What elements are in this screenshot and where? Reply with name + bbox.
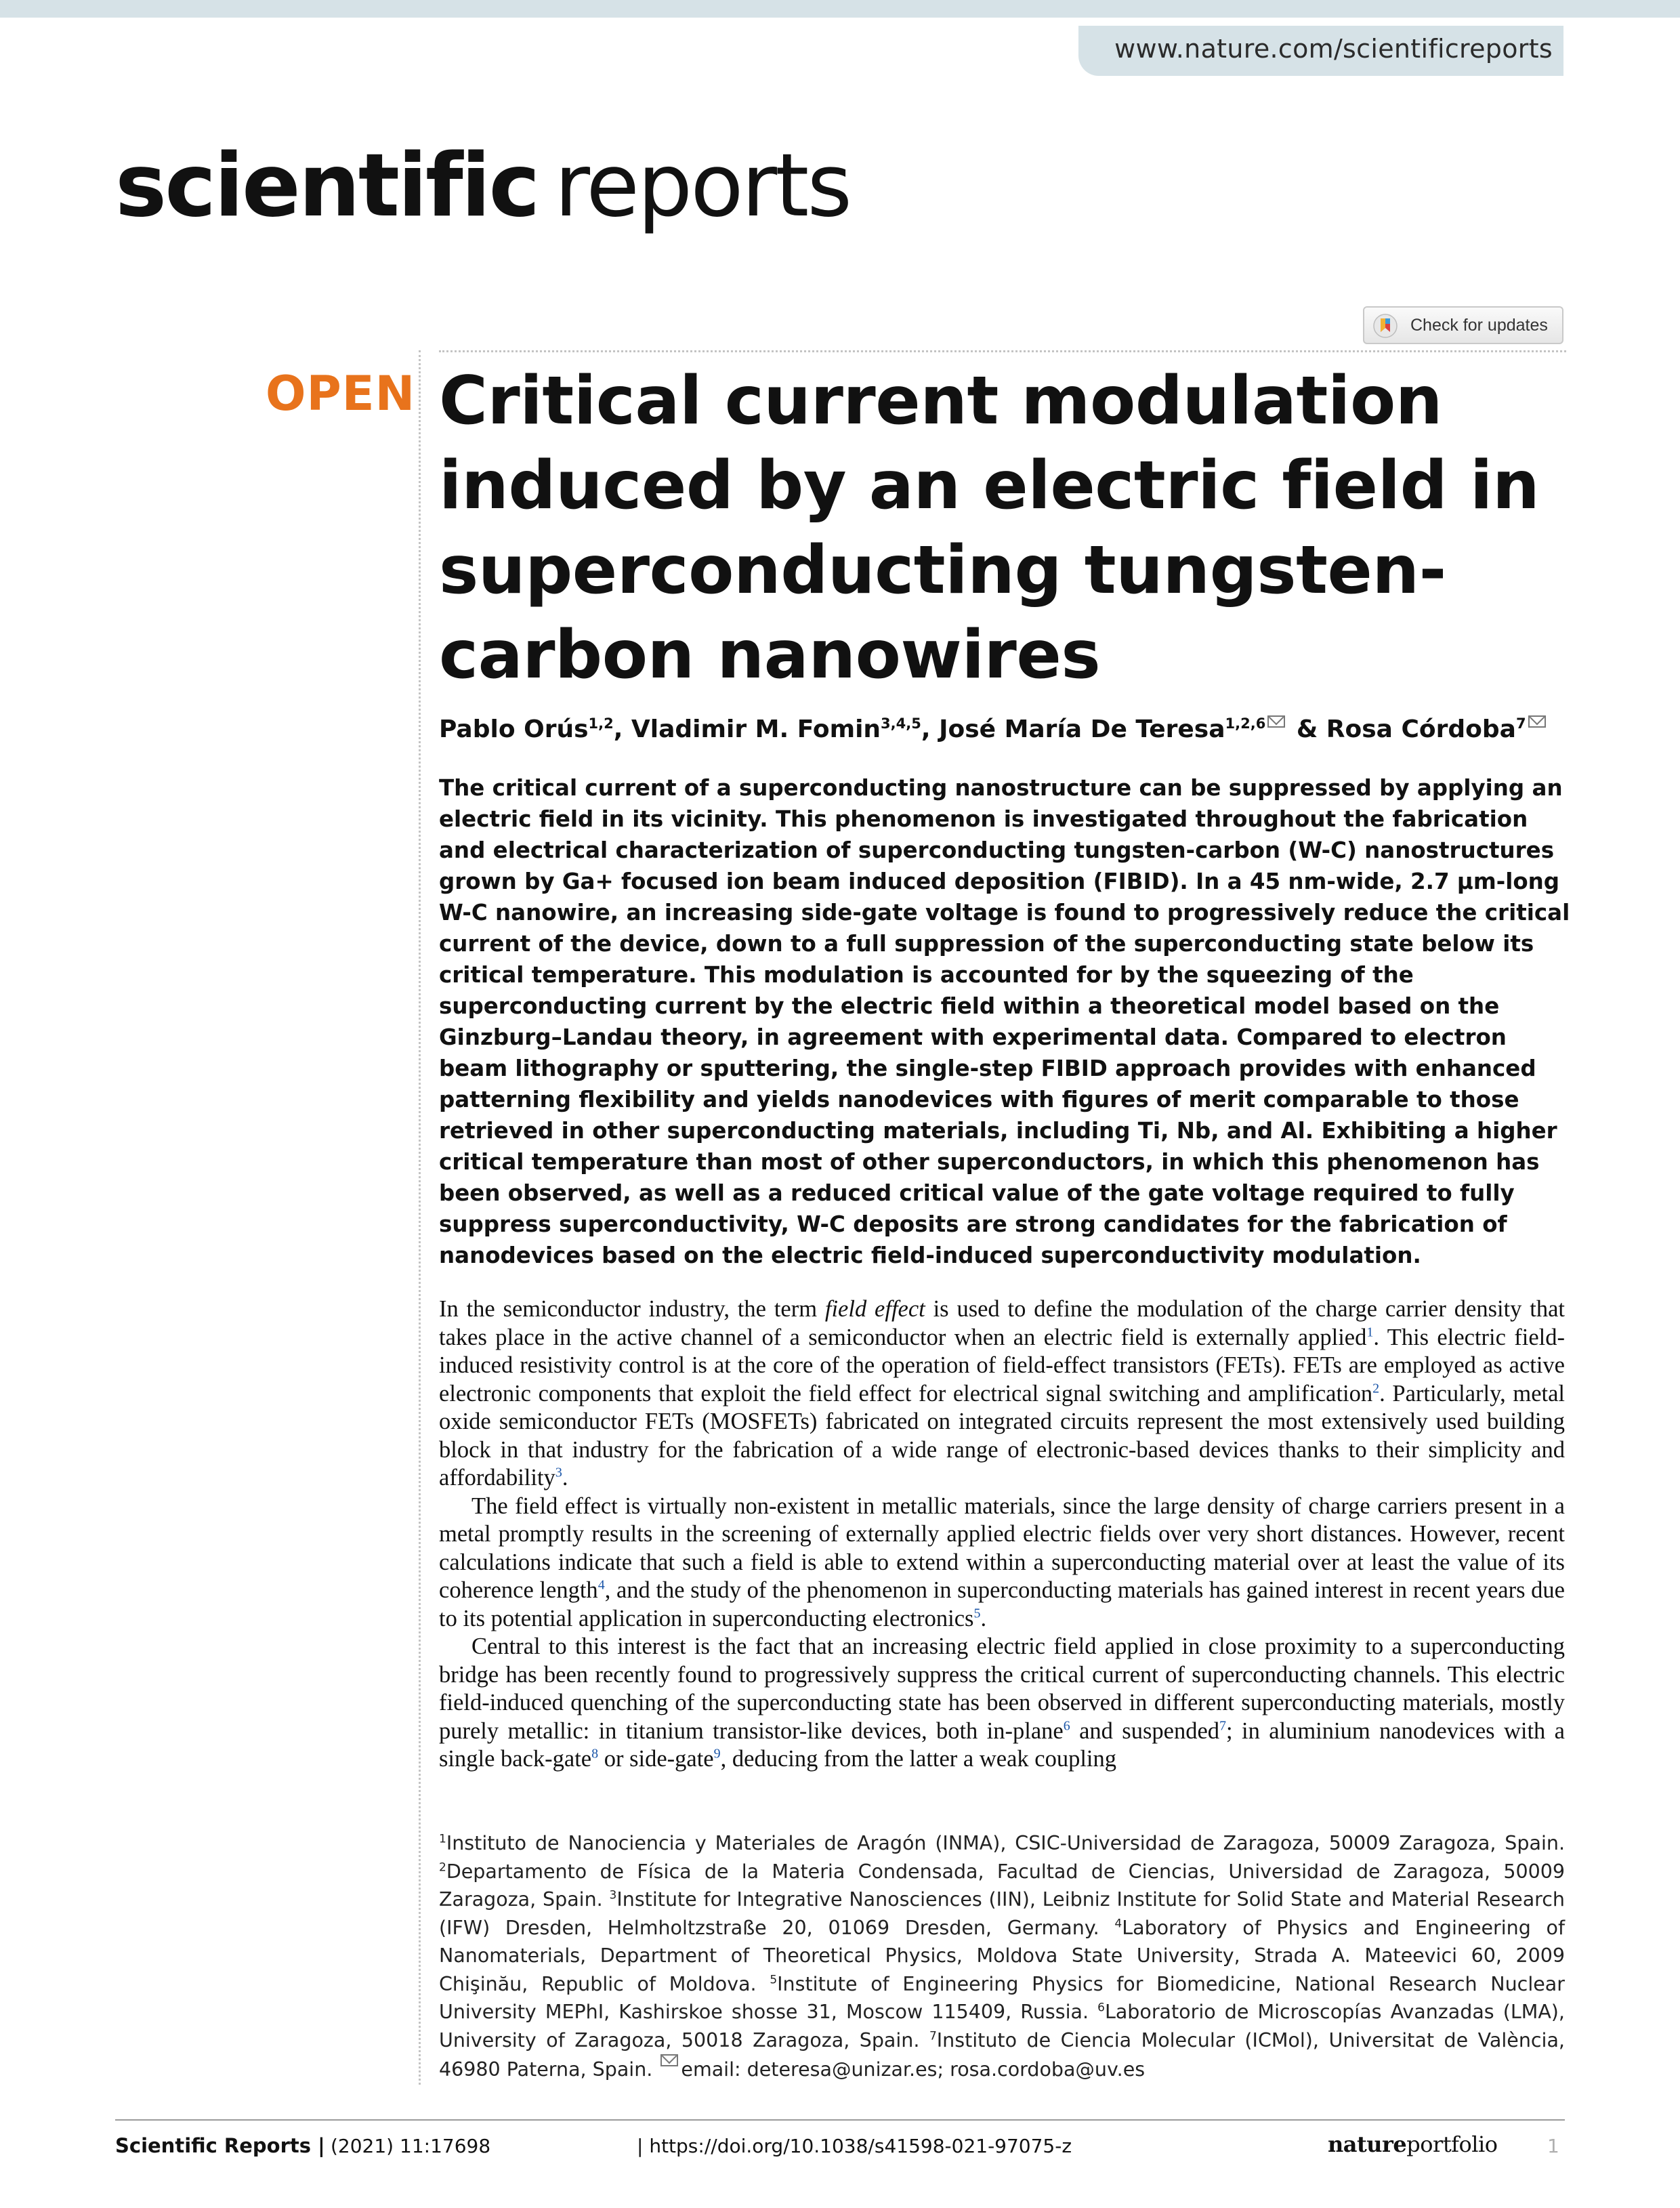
- email-icon[interactable]: [1267, 715, 1285, 728]
- reference-link[interactable]: 9: [713, 1746, 721, 1762]
- affiliation-text: Instituto de Ciencia Molecular (ICMol), Universitat de València, 46980 Paterna, Spain.: [439, 2028, 1565, 2081]
- author-name[interactable]: Pablo Orús: [439, 715, 589, 743]
- author-affiliation: 3,4,5: [881, 715, 921, 732]
- top-bar: [0, 0, 1680, 18]
- body-text: , and the study of the phenomenon in superconducting materials has gained interest in recent years due to its potential application in superconducting electronics: [439, 1577, 1565, 1631]
- crossmark-icon: [1372, 313, 1398, 339]
- affiliation-number: 3: [609, 1888, 617, 1902]
- body-text: Central to this interest is the fact that an increasing electric field applied in close proximity to a superconducting bridge has been recently found to progressively suppress the critical current of superconducting channels. This electric field-induced quenching of the superconducting state has been observed in different superconducting materials, mostly purely metallic: in titanium transistor-like devices, both in-plane: [439, 1633, 1565, 1744]
- affiliation-text: Laboratory of Physics and Engineering of Nanomaterials, Department of Theoretical Physics, Moldova State University, Strada A. Mateevici 60, 2009 Chişinău, Republic of Moldova.: [439, 1916, 1565, 1995]
- body-paragraph: [439, 1295, 1565, 1493]
- affiliation-text: Institute for Integrative Nanosciences (IIN), Leibniz Institute for Solid State and Material Research (IFW) Dresden, Helmholtzstraße 20, 01069 Dresden, Germany.: [439, 1888, 1565, 1939]
- reference-link[interactable]: 1: [1366, 1325, 1374, 1339]
- body-emphasis: field effect: [824, 1296, 925, 1322]
- affiliation-number: 4: [1114, 1917, 1122, 1930]
- author-name[interactable]: Vladimir M. Fomin: [631, 715, 881, 743]
- reference-link[interactable]: 8: [591, 1746, 599, 1762]
- logo-bold: scientific: [115, 136, 539, 236]
- affiliations: [439, 1829, 1565, 2084]
- body-paragraph: [439, 1493, 1565, 1633]
- author-separator: &: [1288, 715, 1326, 743]
- body-text: or side-gate: [598, 1746, 714, 1772]
- reference-link[interactable]: 5: [973, 1606, 981, 1621]
- affiliation-text: Departamento de Física de la Materia Condensada, Facultad de Ciencias, Universidad de Zaragoza, 50009 Zaragoza, Spain.: [439, 1860, 1565, 1911]
- article-title: Critical current modulation induced by an electric field in superconducting tungsten-carbon nanowires: [439, 362, 1540, 694]
- author-separator: ,: [921, 715, 940, 743]
- publisher-logo: [1328, 2131, 1498, 2157]
- body-text: . Particularly, metal oxide semiconductor FETs (MOSFETs) fabricated on integrated circuits represent the most extensively used building block in that industry for the fabrication of a wide range of electronic-based devices thanks to their simplicity and affordability: [439, 1380, 1565, 1491]
- affiliation-number: 1: [439, 1832, 446, 1846]
- journal-url[interactable]: www.nature.com/scientificreports: [1114, 34, 1553, 64]
- header-divider: [439, 350, 1566, 352]
- body-text: . This electric field-induced resistivity control is at the core of the operation of field-effect transistors (FETs). FETs are employed as active electronic components that exploit the field effect for electrical signal switching and amplification: [439, 1324, 1566, 1407]
- footer-doi-link[interactable]: | https://doi.org/10.1038/s41598-021-97075-z: [637, 2135, 1072, 2157]
- affiliation-text: Laboratorio de Microscopías Avanzadas (LMA), University of Zaragoza, 50018 Zaragoza, Spain.: [439, 2001, 1565, 2051]
- email-icon: [660, 2054, 678, 2066]
- affiliation-text: Instituto de Nanociencia y Materiales de Aragón (INMA), CSIC-Universidad de Zaragoza, 50009 Zaragoza, Spain.: [446, 1832, 1565, 1854]
- page-number: 1: [1547, 2135, 1559, 2157]
- author-affiliation: 7: [1515, 715, 1526, 732]
- open-access-label: OPEN: [266, 366, 416, 421]
- affiliation-number: 5: [770, 1973, 778, 1986]
- publisher-light: portfolio: [1406, 2131, 1498, 2157]
- email-icon[interactable]: [1528, 715, 1546, 728]
- author-affiliation: 1,2,6: [1225, 715, 1266, 732]
- column-divider: [419, 350, 421, 2085]
- body-text: ; in aluminium nanodevices with a single back-gate: [439, 1717, 1565, 1772]
- affiliation-number: 6: [1097, 2001, 1105, 2015]
- logo-light: reports: [554, 136, 850, 236]
- reference-link[interactable]: 3: [555, 1465, 562, 1480]
- body-text: The field effect is virtually non-existent in metallic materials, since the large density of charge carriers present in a metal promptly results in the screening of externally applied electric fields over very short distances. However, recent calculations indicate that such a field is able to extend within a superconducting material over at least the value of its coherence length: [439, 1493, 1565, 1603]
- affiliation-number: 2: [439, 1860, 446, 1874]
- body-text: .: [562, 1465, 568, 1491]
- affiliation-number: 7: [929, 2029, 937, 2043]
- body-paragraph: [439, 1633, 1565, 1774]
- journal-logo: [115, 136, 850, 237]
- footer-citation: (2021) 11:17698: [331, 2135, 491, 2157]
- author-name[interactable]: José María De Teresa: [939, 715, 1225, 743]
- body-text: In the semiconductor industry, the term: [439, 1296, 825, 1322]
- corresponding-email[interactable]: email: deteresa@unizar.es; rosa.cordoba@uv.es: [681, 2058, 1146, 2081]
- body-text: .: [980, 1605, 987, 1631]
- body-text: and suspended: [1070, 1717, 1220, 1744]
- reference-link[interactable]: 2: [1372, 1381, 1380, 1396]
- author-name[interactable]: Rosa Córdoba: [1326, 715, 1516, 743]
- author-list: [439, 715, 1549, 743]
- affiliation-text: Institute of Engineering Physics for Biomedicine, National Research Nuclear University MEPhI, Kashirskoe shosse 31, Moscow 115409, Russia.: [439, 1972, 1565, 2023]
- author-affiliation: 1,2: [588, 715, 614, 732]
- author-separator: ,: [613, 715, 631, 743]
- reference-link[interactable]: 4: [597, 1577, 605, 1593]
- footer-divider: [115, 2119, 1565, 2121]
- abstract: The critical current of a superconducting nanostructure can be suppressed by applying an electric field in its vicinity. This phenomenon is investigated throughout the fabrication and electrical characterization of superconducting tungsten-carbon (W-C) nanostructures grown by Ga+ focused ion beam induced deposition (FIBID). In a 45 nm-wide, 2.7 µm-long W-C nanowire, an increasing side-gate voltage is found to progressively reduce the critical current of the device, down to a full suppression of the superconducting state below its critical temperature. This modulation is accounted for by the squeezing of the superconducting current by the electric field within a theoretical model based on the Ginzburg–Landau theory, in agreement with experimental data. Compared to electron beam lithography or sputtering, the single-step FIBID approach provides with enhanced patterning flexibility and yields nanodevices with figures of merit comparable to those retrieved in other superconducting materials, including Ti, Nb, and Al. Exhibiting a higher critical temperature than most of other superconductors, in which this phenomenon has been observed, as well as a reduced critical value of the gate voltage required to fully suppress superconductivity, W-C deposits are strong candidates for the fabrication of nanodevices based on the electric field-induced superconductivity modulation.: [439, 775, 1570, 1268]
- check-for-updates-label: Check for updates: [1410, 316, 1548, 335]
- body-text: , deducing from the latter a weak coupling: [720, 1746, 1117, 1772]
- reference-link[interactable]: 6: [1063, 1718, 1070, 1733]
- footer-journal: Scientific Reports |: [115, 2134, 325, 2157]
- publisher-bold: nature: [1328, 2131, 1407, 2157]
- article-body: [439, 1295, 1565, 1774]
- body-text: is used to define the modulation of the charge carrier density that takes place in the active channel of a semiconductor when an electric field is externally applied: [439, 1296, 1565, 1350]
- check-for-updates-button[interactable]: [1363, 306, 1563, 344]
- reference-link[interactable]: 7: [1219, 1718, 1227, 1733]
